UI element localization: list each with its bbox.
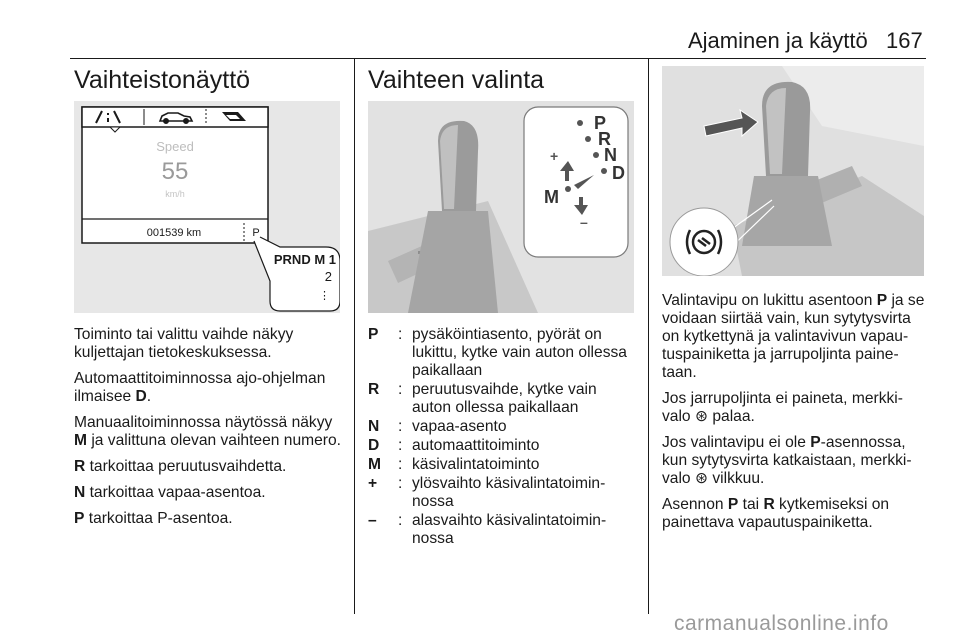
definition-row <box>368 456 636 474</box>
definition-text: peruutusvaihde, kytke vain auton ollessa paikallaan <box>412 381 597 416</box>
paragraph <box>74 458 344 476</box>
section-heading-gear-selection: Vaihteen valinta <box>368 66 545 94</box>
left-body-text <box>74 326 344 536</box>
page-number: 167 <box>886 28 923 53</box>
paragraph <box>74 484 344 502</box>
paragraph-text: kytkemiseksi on painettava vapautuspainiketta. <box>662 496 890 531</box>
gear-letter: R <box>74 458 86 475</box>
gear-callout-line1: PRND M 1 <box>273 252 336 267</box>
definition-colon: : <box>398 418 403 435</box>
paragraph <box>662 390 928 426</box>
column-divider-left <box>354 59 355 614</box>
definition-row <box>368 512 636 548</box>
definition-row <box>368 381 636 417</box>
gear-letter: P <box>74 510 85 527</box>
inset-label-m: M <box>544 187 559 207</box>
definition-key: N <box>368 418 380 435</box>
paragraph-text: ja se voidaan siirtää vain, kun sytytysvirta on kytkettynä ja valintavivun vapau-tuspainiketta ja jarrupoljinta paine-taan. <box>662 292 925 381</box>
figure-driver-info-display <box>74 101 340 313</box>
definition-key: D <box>368 437 380 454</box>
definition-colon: : <box>398 512 403 529</box>
inset-label-p: P <box>594 113 607 133</box>
odometer-value: 001539 km <box>146 227 202 239</box>
paragraph <box>662 496 928 532</box>
gear-callout-line3: ⋮ <box>319 290 330 302</box>
gear-indicator: P <box>252 227 260 239</box>
paragraph <box>74 370 344 406</box>
paragraph <box>662 292 928 382</box>
gear-letter: P <box>727 496 739 513</box>
column-divider-right <box>648 59 649 614</box>
definition-text: pysäköintiasento, pyörät on lukittu, kytke vain auton ollessa paikallaan <box>412 326 627 379</box>
gear-letter: P <box>810 434 821 451</box>
brake-warning-icon: ⊛ <box>694 408 709 425</box>
definition-text: automaattitoiminto <box>412 437 540 454</box>
shift-lever-illustration <box>662 66 924 276</box>
definition-key: – <box>368 512 377 529</box>
speed-unit: km/h <box>165 189 185 199</box>
gear-letter: M <box>74 432 87 449</box>
brake-warning-icon: ⊛ <box>694 470 709 487</box>
paragraph-text: . <box>146 388 152 405</box>
minus-symbol: – <box>580 214 588 230</box>
page-header-title: Ajaminen ja käyttö <box>688 28 868 53</box>
definition-row <box>368 326 636 380</box>
inset-label-d: D <box>612 163 625 183</box>
speed-value: 55 <box>161 158 189 185</box>
paragraph-text: tai <box>738 496 764 513</box>
paragraph <box>74 414 344 450</box>
definition-key: + <box>368 475 378 492</box>
gear-letter: P <box>876 292 888 309</box>
header-rule <box>70 58 926 59</box>
inset-label-n: N <box>604 145 617 165</box>
gear-definition-list <box>368 326 636 549</box>
paragraph-text: Toiminto tai valittu vaihde näkyy kuljettajan tietokeskuksessa. <box>74 326 294 361</box>
right-body-text <box>662 292 928 540</box>
paragraph-text: tarkoittaa P-asentoa. <box>84 510 233 527</box>
paragraph <box>74 326 344 362</box>
watermark: carmanualsonline.info <box>674 612 889 635</box>
paragraph-text: tarkoittaa peruutusvaihdetta. <box>85 458 287 475</box>
paragraph-text: vilkkuu. <box>708 470 765 487</box>
definition-row <box>368 418 636 436</box>
paragraph-text: tarkoittaa vapaa-asentoa. <box>85 484 266 501</box>
gear-callout-line2: 2 <box>324 269 332 284</box>
definition-key: P <box>368 326 379 343</box>
gear-letter: D <box>135 388 147 405</box>
inset-label-r: R <box>598 129 611 149</box>
paragraph-text: Automaattitoiminnossa ajo-ohjelman ilmaisee <box>74 370 326 405</box>
paragraph-text: Valintavipu on lukittu asentoon <box>662 292 877 309</box>
definition-key: M <box>368 456 381 473</box>
gear-letter: N <box>74 484 86 501</box>
paragraph-text: Jos valintavipu ei ole <box>662 434 811 451</box>
display-illustration <box>74 101 340 313</box>
paragraph <box>74 510 344 528</box>
definition-text: vapaa-asento <box>412 418 507 435</box>
definition-row <box>368 475 636 511</box>
definition-text: alasvaihto käsivalintatoimin-nossa <box>412 512 607 547</box>
definition-row <box>368 437 636 455</box>
speed-label: Speed <box>156 139 194 154</box>
paragraph-text: palaa. <box>708 408 755 425</box>
definition-colon: : <box>398 381 403 398</box>
paragraph-text: Jos jarrupoljinta ei paineta, merkki-valo <box>662 390 903 425</box>
definition-text: käsivalintatoiminto <box>412 456 540 473</box>
definition-key: R <box>368 381 380 398</box>
definition-colon: : <box>398 326 403 343</box>
definition-text: ylösvaihto käsivalintatoimin-nossa <box>412 475 606 510</box>
plus-symbol: + <box>550 148 559 164</box>
gear-letter: R <box>763 496 775 513</box>
definition-colon: : <box>398 475 403 492</box>
paragraph <box>662 434 928 488</box>
section-heading-transmission-display: Vaihteistonäyttö <box>74 66 251 94</box>
paragraph-text: -asennossa, kun sytytysvirta katkaistaan, merkki-valo <box>662 434 912 487</box>
definition-colon: : <box>398 437 403 454</box>
gear-selector-illustration <box>368 101 634 313</box>
figure-brake-indicator <box>662 66 924 276</box>
figure-gear-selector <box>368 101 634 313</box>
paragraph-text: Asennon <box>662 496 728 513</box>
paragraph-text: ja valittuna olevan vaihteen numero. <box>87 432 341 449</box>
paragraph-text: Manuaalitoiminnossa näytössä näkyy <box>74 414 333 431</box>
definition-colon: : <box>398 456 403 473</box>
